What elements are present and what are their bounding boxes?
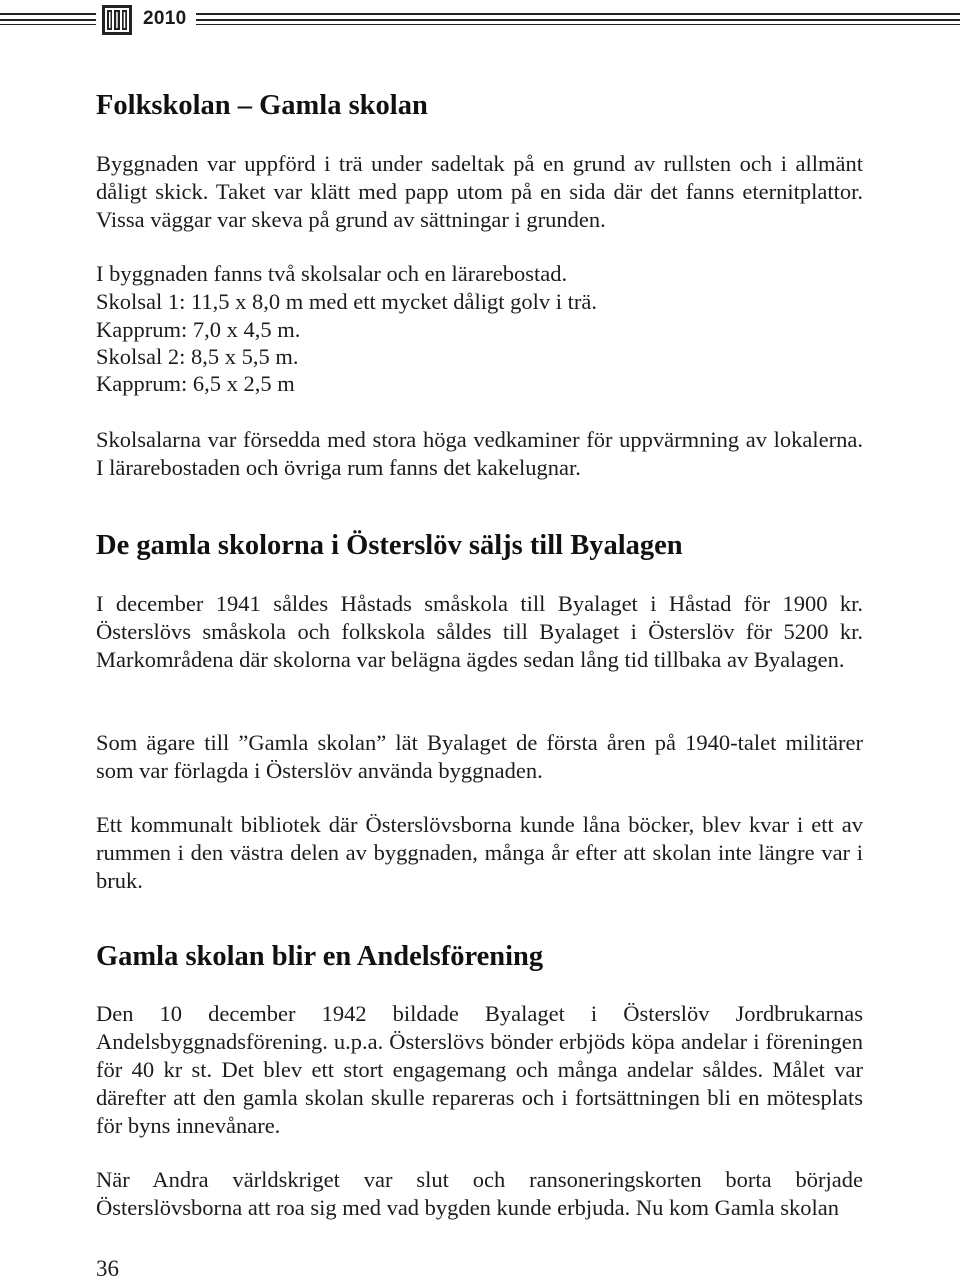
- section-heading-folkskolan: Folkskolan – Gamla skolan: [96, 90, 428, 121]
- paragraph: Skolsal 2: 8,5 x 5,5 m.: [96, 344, 299, 369]
- paragraph: Byggnaden var uppförd i trä under sadeltak på en grund av rullsten och i allmänt dåligt skick. Taket var klätt med papp utom på en sida där det fanns eternitplattor. Vissa väggar var skeva på grund av sättningar i grunden.: [96, 151, 863, 232]
- section-heading-andelsforening: Gamla skolan blir en Andelsförening: [96, 941, 544, 972]
- paragraph: I december 1941 såldes Håstads småskola till Byalaget i Håstad för 1900 kr. Österslövs småskola och folkskola såldes till Byalaget i Österslöv för 5200 kr. Markområdena där skolorna var belägna ägdes sedan lång tid tillbaka av Byalagen.: [96, 591, 863, 672]
- paragraph: Kapprum: 6,5 x 2,5 m: [96, 371, 295, 396]
- paragraph: När Andra världskriget var slut och ransoneringskorten borta började Österslövsborna att roa sig med vad bygden kunde erbjuda. Nu kom Gamla skolan: [96, 1167, 863, 1220]
- paragraph: Kapprum: 7,0 x 4,5 m.: [96, 317, 301, 342]
- paragraph: Den 10 december 1942 bildade Byalaget i Österslöv Jordbrukarnas Andelsbyggnadsförening. u.p.a. Österslövs bönder erbjöds köpa andelar i föreningen för 40 kr st. Det blev ett stort engagemang och många andelar såldes. Målet var därefter att den gamla skolan skulle repareras och i fortsättningen bli en mötesplats för byns innevånare.: [96, 1001, 863, 1138]
- header-rule-left: [0, 13, 96, 25]
- header-rule-right: [196, 13, 960, 25]
- village-emblem-logo: [101, 3, 133, 37]
- page-number: 36: [96, 1256, 119, 1281]
- header-year: 2010: [143, 8, 187, 29]
- paragraph: Skolsal 1: 11,5 x 8,0 m med ett mycket dåligt golv i trä.: [96, 289, 597, 314]
- paragraph: Skolsalarna var försedda med stora höga vedkaminer för uppvärmning av lokalerna. I lärarebostaden och övriga rum fanns det kakelugnar.: [96, 427, 863, 480]
- section-heading-skolorna-saljs: De gamla skolorna i Österslöv säljs till Byalagen: [96, 530, 683, 561]
- paragraph: I byggnaden fanns två skolsalar och en lärarebostad.: [96, 261, 568, 286]
- paragraph: Som ägare till ”Gamla skolan” lät Byalaget de första åren på 1940-talet militärer som var förlagda i Österslöv använda byggnaden.: [96, 730, 863, 783]
- paragraph: Ett kommunalt bibliotek där Österslövsborna kunde låna böcker, blev kvar i ett av rummen i den västra delen av byggnaden, många år efter att skolan inte längre var i bruk.: [96, 812, 863, 893]
